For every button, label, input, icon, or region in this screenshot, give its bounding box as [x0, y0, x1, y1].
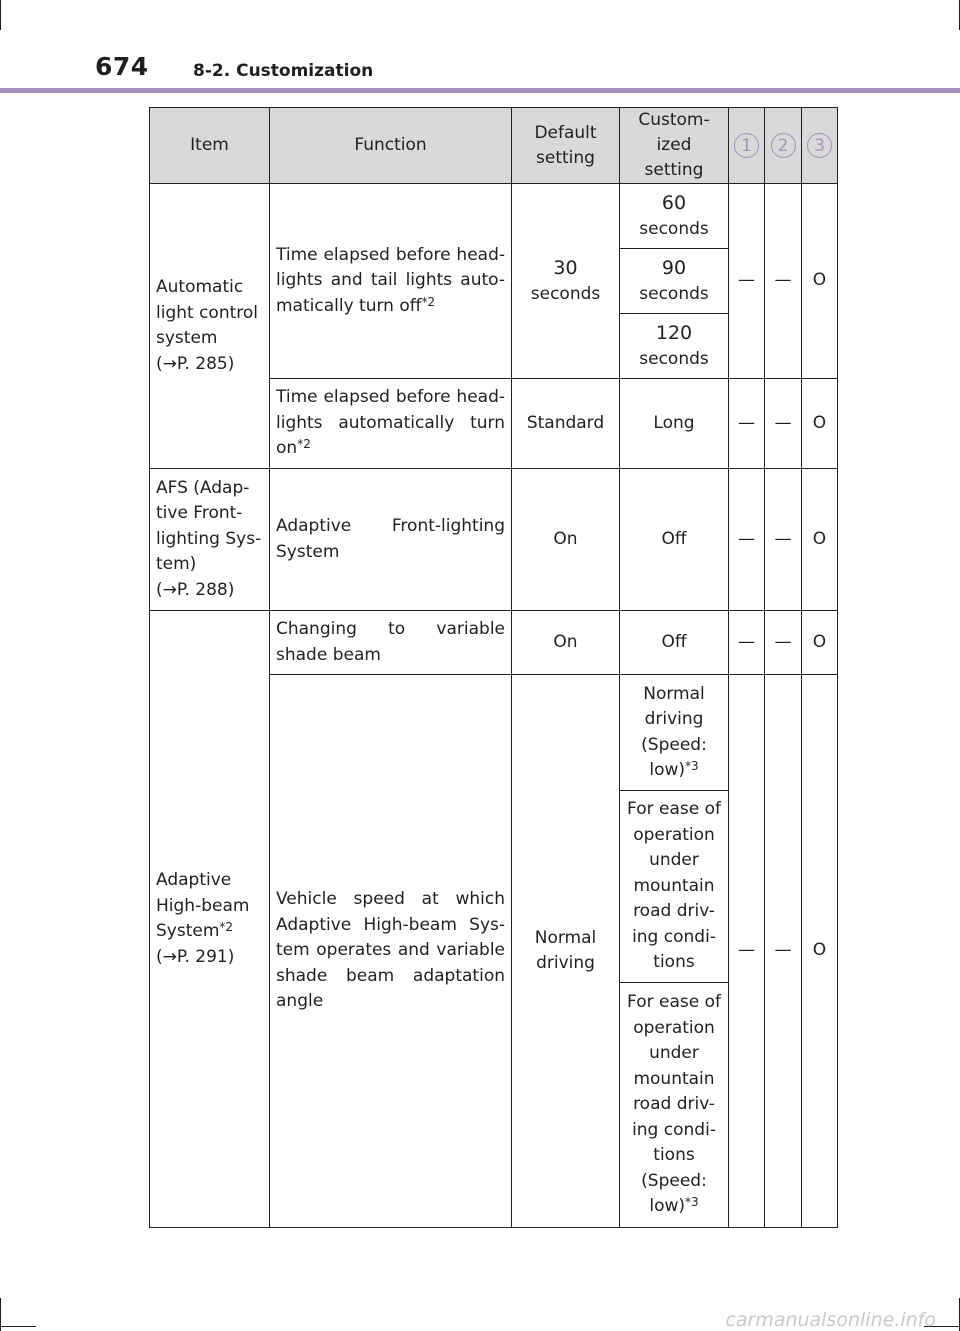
- footnote-ref: *2: [297, 437, 311, 452]
- default-cell: Standard: [512, 379, 620, 469]
- customized-cell: For ease of operation under mountain road driv- ing condi- tions: [620, 791, 729, 983]
- customized-cell: Off: [620, 611, 729, 675]
- crop-mark: [0, 1326, 36, 1327]
- number-2-icon: 2: [771, 133, 796, 158]
- function-label: Time elapsed before head-lights automatically turn on: [276, 387, 505, 459]
- col3-cell: O: [802, 379, 838, 469]
- customized-cell: Normal driving (Speed: low)$^{*3}$: [620, 675, 729, 791]
- col1-cell: —: [729, 469, 765, 611]
- footnote-ref: *2: [421, 294, 436, 309]
- col1-cell: —: [729, 611, 765, 675]
- item-label: AFS (Adap- tive Front- lighting Sys- tem): [156, 477, 262, 575]
- col2-cell: —: [765, 611, 802, 675]
- customization-table: [149, 107, 838, 1228]
- col2-cell: —: [765, 184, 802, 379]
- function-cell: Changing to variable shade beam: [270, 611, 512, 675]
- col1-cell: —: [729, 184, 765, 379]
- function-cell: Vehicle speed at which Adaptive High-beam Sys-tem operates and variable shade beam adaptation angle: [270, 675, 512, 1228]
- col1-cell: —: [729, 675, 765, 1228]
- default-cell: On: [512, 611, 620, 675]
- customized-cell: 60 seconds: [620, 184, 729, 249]
- default-cell: Normal driving: [512, 675, 620, 1228]
- footnote-ref: *3: [685, 1195, 699, 1210]
- col2-cell: —: [765, 379, 802, 469]
- item-cell: [150, 469, 270, 611]
- table-row: [150, 469, 838, 611]
- footnote-ref: *3: [685, 759, 699, 773]
- function-cell: Adaptive Front-lighting System: [270, 469, 512, 611]
- table-header-row: [150, 108, 838, 184]
- column-header-function: Function: [270, 108, 512, 184]
- col2-cell: —: [765, 675, 802, 1228]
- customized-cell: 90 seconds: [620, 249, 729, 314]
- col3-cell: O: [802, 675, 838, 1228]
- page-number: 674: [95, 52, 149, 81]
- column-header-default: Default setting: [512, 108, 620, 184]
- col3-cell: O: [802, 184, 838, 379]
- function-cell: [270, 184, 512, 379]
- watermark: carmanualsonline.info: [725, 1309, 936, 1331]
- number-1-icon: 1: [734, 133, 759, 158]
- column-header-customized: Custom- ized setting: [620, 108, 729, 184]
- item-label: Automatic light control system: [156, 277, 259, 348]
- section-title: 8-2. Customization: [193, 61, 374, 81]
- header-rule: [0, 88, 960, 93]
- table-row: [150, 184, 838, 249]
- item-reference: (→P. 285): [156, 353, 235, 374]
- col1-cell: —: [729, 379, 765, 469]
- default-cell: 30 seconds: [512, 184, 620, 379]
- item-reference: (→P. 288): [156, 579, 235, 600]
- function-cell: [270, 379, 512, 469]
- column-header-1: [729, 108, 765, 184]
- column-header-3: [802, 108, 838, 184]
- function-label: Time elapsed before head-lights and tail lights auto-matically turn off: [276, 244, 505, 316]
- default-cell: On: [512, 469, 620, 611]
- column-header-2: [765, 108, 802, 184]
- crop-mark: [0, 0, 1, 30]
- number-3-icon: 3: [807, 133, 832, 158]
- customized-cell: Long: [620, 379, 729, 469]
- footnote-ref: *2: [219, 920, 234, 934]
- item-cell: [150, 611, 270, 1228]
- customized-cell: For ease of operation under mountain road driv- ing condi- tions (Speed: low)$^{*3}$: [620, 983, 729, 1228]
- col3-cell: O: [802, 469, 838, 611]
- col2-cell: —: [765, 469, 802, 611]
- column-header-item: Item: [150, 108, 270, 184]
- table-row: [150, 611, 838, 675]
- item-cell: [150, 184, 270, 469]
- item-label: Adaptive High-beam System: [156, 870, 250, 941]
- col3-cell: O: [802, 611, 838, 675]
- item-reference: (→P. 291): [156, 946, 235, 967]
- customized-cell: 120 seconds: [620, 314, 729, 379]
- customized-cell: Off: [620, 469, 729, 611]
